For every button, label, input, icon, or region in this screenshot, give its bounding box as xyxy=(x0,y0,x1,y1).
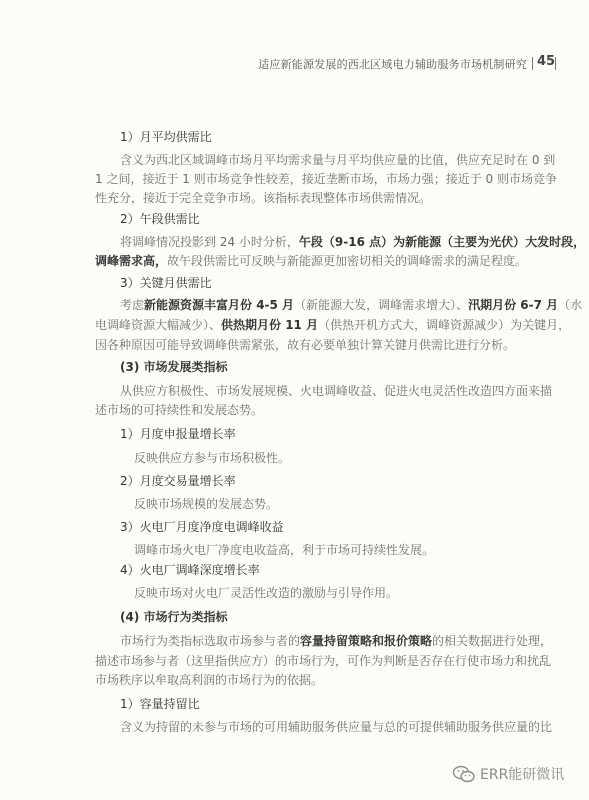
header-divider-left xyxy=(532,57,533,70)
text-run: 市场行为类指标选取市场参与者的 xyxy=(120,634,301,648)
heading-depth-growth: 4）火电厂调峰深度增长率 xyxy=(120,563,260,577)
text-run: 的相关数据进行处理， xyxy=(432,634,553,648)
heading-midday-ratio: 2）午段供需比 xyxy=(120,212,200,226)
heading-capacity-withholding: 1）容量持留比 xyxy=(120,697,200,711)
paragraph-line: 含义为持留的未参与市场的可用辅助服务供应量与总的可提供辅助服务供应量的比 xyxy=(120,720,553,734)
paragraph-line: 反映市场规模的发展态势。 xyxy=(134,497,279,511)
bold-text-run: 午段（9-16 点）为新能源（主要为光伏）大发时段， xyxy=(298,235,586,249)
wechat-icon xyxy=(452,765,476,783)
text-run: 将调峰情况投影到 24 小时分析， xyxy=(120,235,299,249)
paragraph-line xyxy=(120,634,552,649)
paragraph-line xyxy=(95,318,570,333)
bold-text-run: 供热期月份 11 月 xyxy=(221,318,319,332)
paragraph-line: 1 之间，接近于 1 则市场竞争性较差，接近垄断市场，市场力强；接近于 0 则市场竞争 xyxy=(95,172,557,186)
watermark-text: ERR能研微讯 xyxy=(480,767,565,783)
bold-text-run: 容量持留策略和报价策略 xyxy=(300,634,433,648)
heading-market-behavior: (4) 市场行为类指标 xyxy=(120,610,228,624)
text-run: （水 xyxy=(558,298,583,312)
bold-text-run: 汛期月份 6-7 月 xyxy=(468,298,559,312)
text-run: （供热开机方式大，调峰资源减少）为关键月， xyxy=(318,318,571,332)
paragraph-line: 性充分，接近于完全竞争市场。该指标表现整体市场供需情况。 xyxy=(95,191,432,205)
heading-key-month-ratio: 3）关键月供需比 xyxy=(120,276,212,290)
watermark xyxy=(452,764,564,784)
heading-net-revenue: 3）火电厂月度净度电调峰收益 xyxy=(120,520,284,534)
paragraph-line: 因各种原因可能导致调峰供需紧张，故有必要单独计算关键月供需比进行分析。 xyxy=(95,338,516,352)
heading-bid-growth: 1）月度申报量增长率 xyxy=(120,427,236,441)
paragraph-line: 反映供应方参与市场积极性。 xyxy=(134,451,291,465)
header-divider-right xyxy=(555,57,556,70)
paragraph-line: 述市场的可持续性和发展态势。 xyxy=(95,403,264,417)
paragraph-line xyxy=(95,254,527,269)
page-number: 45 xyxy=(537,54,556,69)
paragraph-line xyxy=(120,235,585,250)
paragraph-line: 反映市场对火电厂灵活性改造的激励与引导作用。 xyxy=(134,586,399,600)
bold-text-run: 新能源资源丰富月份 4-5 月 xyxy=(144,298,295,312)
bold-text-run: 调峰需求高， xyxy=(95,254,168,268)
page-header xyxy=(0,52,589,74)
text-run: 电调峰资源大幅减少）、 xyxy=(95,318,222,332)
paragraph-line: 市场秩序以牟取高利润的市场行为的依据。 xyxy=(95,673,324,687)
heading-market-development: (3) 市场发展类指标 xyxy=(120,360,228,374)
paragraph-line: 含义为西北区域调峰市场月平均需求量与月平均供应量的比值，供应充足时在 0 到 xyxy=(120,153,556,167)
heading-monthly-ratio: 1）月平均供需比 xyxy=(120,130,212,144)
paragraph-line: 从供应方积极性、市场发展规模、火电调峰收益、促进火电灵活性改造四方面来描 xyxy=(120,384,553,398)
running-title: 适应新能源发展的西北区域电力辅助服务市场机制研究 xyxy=(258,58,527,71)
text-run: （新能源大发，调峰需求增大）、 xyxy=(294,298,469,312)
paragraph-line: 描述市场参与者（这里指供应方）的市场行为，可作为判断是否存在行使市场力和扰乱 xyxy=(95,654,552,668)
paragraph-line: 调峰市场火电厂净度电收益高，利于市场可持续性发展。 xyxy=(134,543,435,557)
paragraph-line xyxy=(120,298,582,313)
heading-trade-growth: 2）月度交易量增长率 xyxy=(120,474,236,488)
text-run: 考虑 xyxy=(120,298,145,312)
text-run: 故午段供需比可反映与新能源更加密切相关的调峰需求的满足程度。 xyxy=(167,254,528,268)
